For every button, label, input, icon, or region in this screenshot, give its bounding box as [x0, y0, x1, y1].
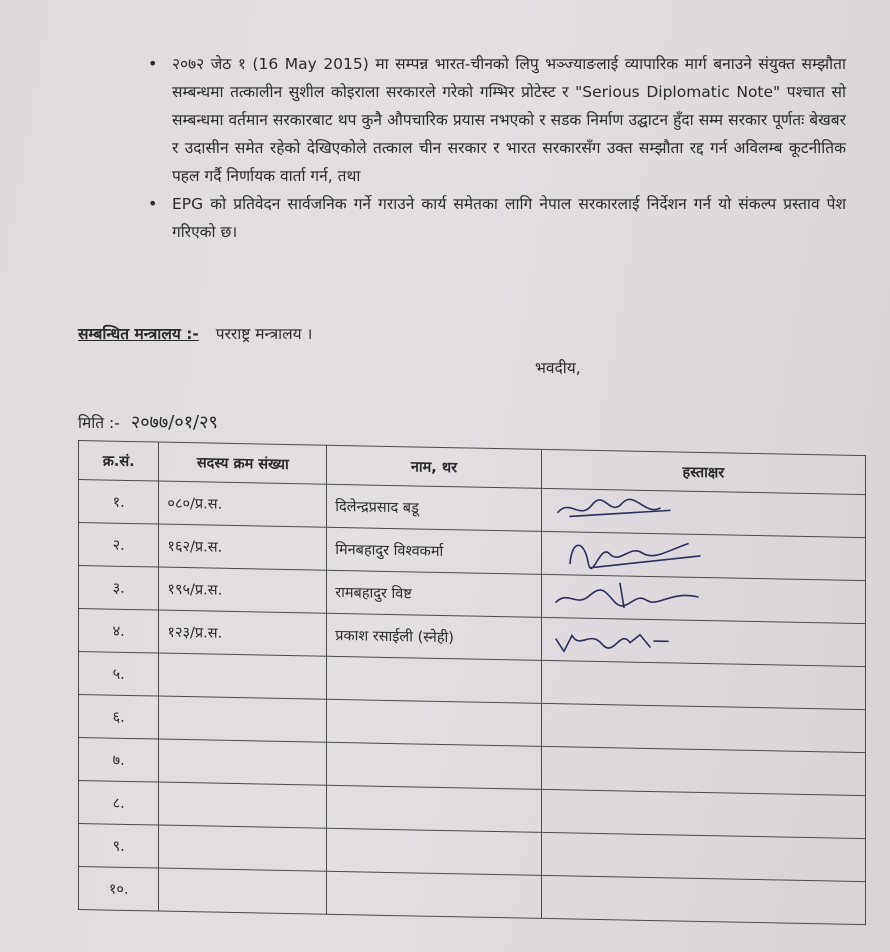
bullet-item: • EPG को प्रतिवेदन सार्वजनिक गर्ने गराउने कार्य समेतका लागि नेपाल सरकारलाई निर्देशन गर्न यो संकल्प प्रस्ताव पेश गरिएको छ।	[146, 190, 846, 246]
signature-cell	[541, 617, 865, 666]
date-line	[78, 410, 218, 434]
header-name: नाम, थर	[327, 445, 542, 488]
serial-cell: ५.	[79, 652, 159, 697]
header-serial: क्र.सं.	[79, 441, 159, 482]
handwritten-signature	[550, 533, 710, 572]
resolution-bullets	[146, 50, 846, 246]
member-number-cell: १२३/प्र.स.	[159, 610, 327, 656]
serial-cell: ९.	[79, 824, 159, 869]
serial-cell: १.	[79, 480, 159, 525]
signature-cell	[541, 875, 865, 924]
name-cell	[327, 871, 542, 918]
handwritten-signature	[550, 576, 710, 615]
header-signature: हस्ताक्षर	[541, 449, 865, 494]
name-cell: प्रकाश रसाईली (स्नेही)	[327, 613, 542, 660]
handwritten-signature	[550, 619, 710, 658]
member-number-cell	[159, 825, 327, 871]
table-body	[79, 480, 866, 925]
serial-cell: ७.	[79, 738, 159, 783]
member-number-cell: १९५/प्र.स.	[159, 567, 327, 613]
name-cell: रामबहादुर विष्ट	[327, 570, 542, 617]
name-cell: मिनबहादुर विश्वकर्मा	[327, 527, 542, 574]
signature-cell	[541, 574, 865, 623]
serial-cell: १०.	[79, 867, 159, 912]
name-cell	[327, 742, 542, 789]
member-number-cell	[159, 739, 327, 785]
ministry-label: सम्बन्धित मन्त्रालय :-	[78, 325, 199, 343]
signature-table	[78, 440, 866, 925]
member-number-cell	[159, 868, 327, 914]
date-value: २०७७/०१/२९	[130, 412, 218, 433]
serial-cell: ३.	[79, 566, 159, 611]
member-number-cell	[159, 782, 327, 828]
member-number-cell: ०८०/प्र.स.	[159, 481, 327, 527]
bullet-item: • २०७२ जेठ १ (16 May 2015) मा सम्पन्न भारत-चीनको लिपु भञ्ज्याङलाई व्यापारिक मार्ग बनाउने संयुक्त सम्झौता सम्बन्धमा तत्कालीन सुशील कोइराला सरकारले गरेको गम्भिर प्रोटेस्ट र "Serious Diplomatic Note" पश्चात सो सम्बन्धमा वर्तमान सरकारबाट थप कुनै औपचारिक प्रयास नभएको र सडक निर्माण उद्घाटन हुँदा सम्म सरकार पूर्णतः बेखबर र उदासीन समेत रहेको देखिएकोले तत्काल चीन सरकार र भारत सरकारसँग उक्त सम्झौता रद्द गर्न अविलम्ब कूटनीतिक पहल गर्दै निर्णायक वार्ता गर्न, तथा	[146, 50, 846, 190]
name-cell	[327, 699, 542, 746]
name-cell	[327, 828, 542, 875]
closing-salutation: भवदीय,	[535, 359, 581, 377]
serial-cell: ६.	[79, 695, 159, 740]
name-cell	[327, 656, 542, 703]
signature-cell	[541, 832, 865, 881]
signature-cell	[541, 789, 865, 838]
related-ministry	[78, 322, 312, 344]
handwritten-signature	[550, 490, 710, 529]
signature-cell	[541, 660, 865, 709]
signature-cell	[541, 703, 865, 752]
ministry-value: परराष्ट्र मन्त्रालय ।	[215, 325, 313, 343]
member-number-cell: १६२/प्र.स.	[159, 524, 327, 570]
member-number-cell	[159, 653, 327, 699]
serial-cell: २.	[79, 523, 159, 568]
serial-cell: ८.	[79, 781, 159, 826]
serial-cell: ४.	[79, 609, 159, 654]
signature-cell	[541, 531, 865, 580]
header-member-number: सदस्य क्रम संख्या	[159, 442, 327, 484]
member-number-cell	[159, 696, 327, 742]
name-cell: दिलेन्द्रप्रसाद बडू	[327, 484, 542, 531]
name-cell	[327, 785, 542, 832]
date-label: मिति :-	[78, 414, 120, 432]
signature-cell	[541, 488, 865, 537]
signature-cell	[541, 746, 865, 795]
